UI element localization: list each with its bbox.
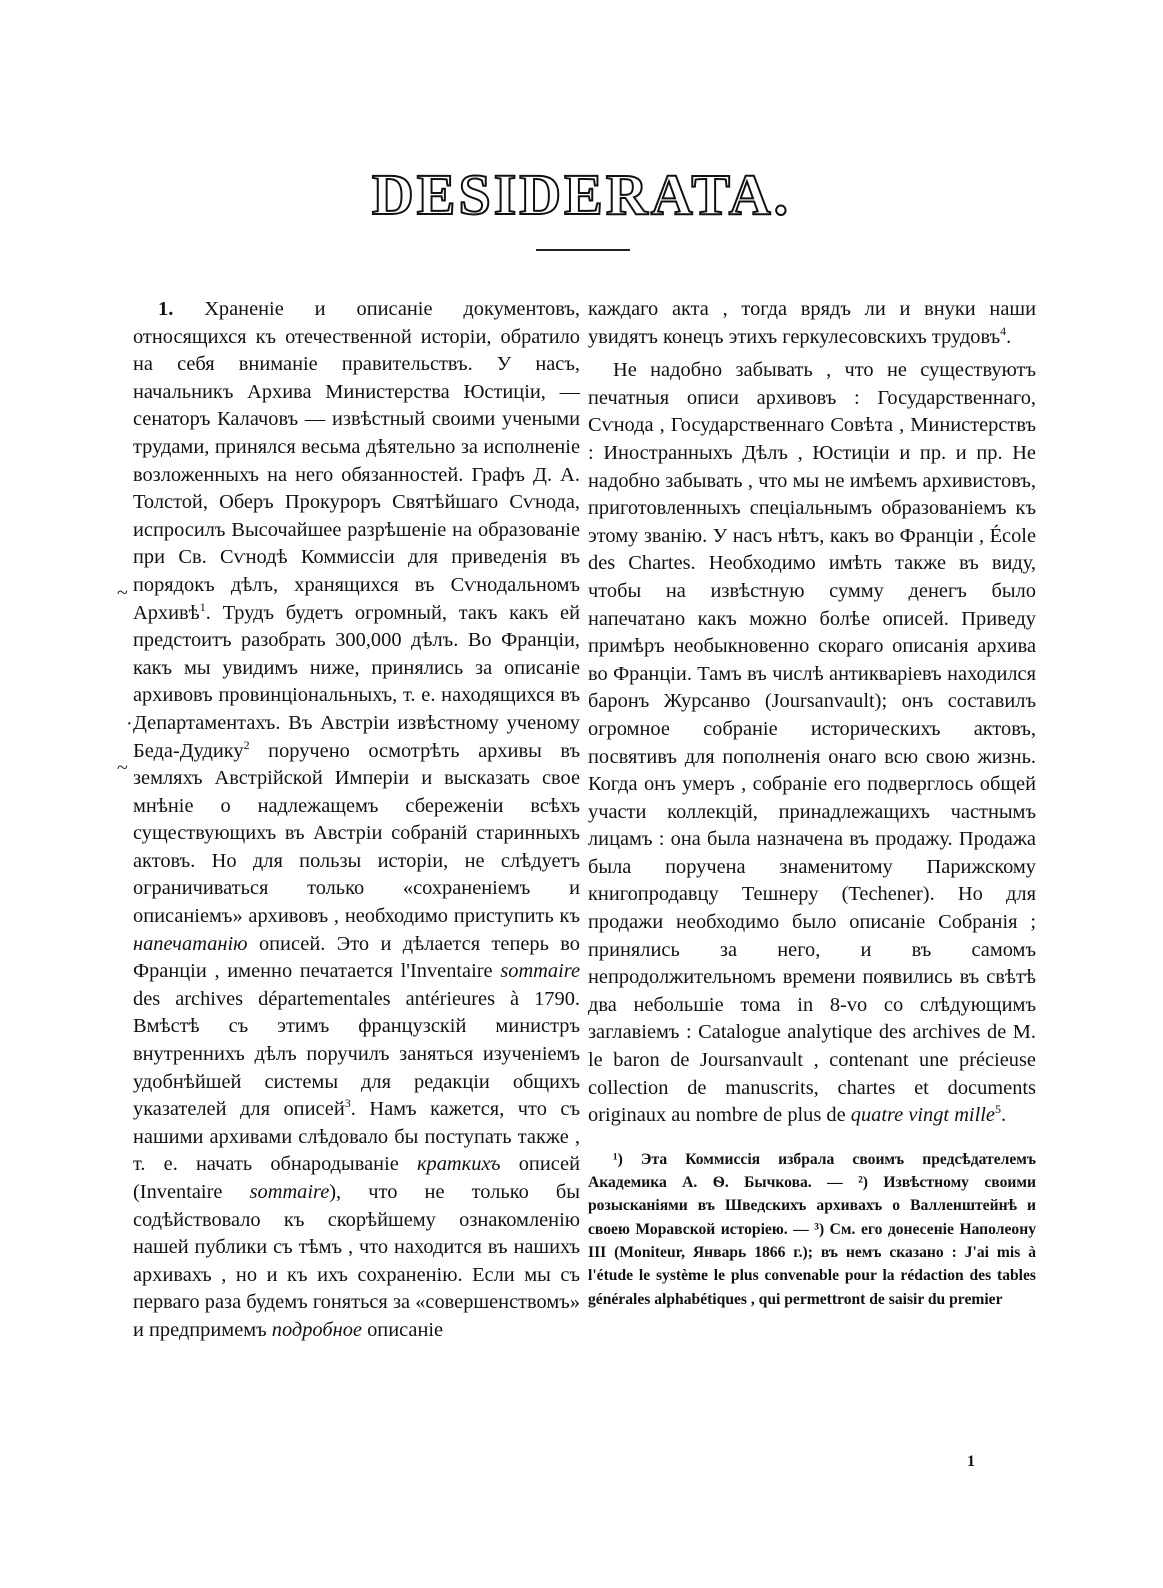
emphasis: sommaire xyxy=(249,1181,330,1203)
emphasis: quatre vingt mille xyxy=(850,1104,995,1127)
text-run: описей. Это и дѣлается теперь во Франціи , именно печатается l'Inventaire xyxy=(133,932,580,983)
text-run: Не надобно забывать , что не существуютъ печатныя описи архивовъ : Государственнаго, Сѵнода , Государственнаго Совѣта , Министерствъ : Иностранныхъ Дѣлъ , Юстиціи и пр. и пр. Не надобно забывать , что мы не имѣемъ архивистовъ, приготовленныхъ спеціальнымъ образованіемъ къ этому званію. У насъ нѣтъ, какъ во Франціи , École des Chartes. Необходимо имѣть также въ виду, чтобы на извѣстную сумму денегъ было напечатано какъ можно болѣе описей. Приведу примѣръ необыкновенно скораго описанія архива во Франціи. Тамъ въ числѣ антикваріевъ находился баронъ Журсанво (Joursanvault); онъ составилъ огромное собраніе историческихъ актовъ, посвятивъ для пополненія онаго всю свою жизнь. Когда онъ умеръ , собраніе его подверглось общей участи коллекцій, принадлежащихъ частнымъ лицамъ : она была назначена въ продажу. Продажа была поручена знаменитому Парижскому книгопродавцу Тешнеру (Techener). Но для продажи необходимо было описаніе Собранія ; принялись за него, и въ самомъ непродолжительномъ времени появились въ свѣтѣ два небольшіе тома in 8-vo со слѣдующимъ заглавіемъ : Catalogue analytique des archives de M. le baron de Joursanvault , contenant une précieuse collection de manuscrits, chartes et documents originaux au nombre de plus de xyxy=(588,359,1036,1127)
margin-mark: ~ xyxy=(117,757,128,779)
paragraph-2 xyxy=(588,357,1036,1130)
text-run: описаніе xyxy=(361,1318,444,1341)
text-run: . Намъ кажется, что съ нашими архивами слѣдовало бы поступать также , т. е. начать обнародываніе xyxy=(133,1098,580,1176)
footnote-ref: 4 xyxy=(1000,323,1007,338)
footnote-ref: 3 xyxy=(344,1096,351,1111)
text-run: каждаго акта , тогда врядъ ли и внуки наши увидятъ конецъ этихъ геркулесовскихъ трудовъ xyxy=(588,298,1036,348)
footnote-ref: 1 xyxy=(199,599,206,614)
paragraph-1-continued xyxy=(588,296,1036,351)
page-number: 1 xyxy=(967,1453,975,1470)
emphasis: подробное xyxy=(271,1318,362,1341)
text-run: . Трудъ будетъ огромный, такъ какъ ей предстоитъ разобрать 300,000 дѣлъ. Во Франціи, какъ мы увидимъ ниже, принялись за описаніе архивовъ провинціональныхъ, т. е. находящихся въ Департаментахъ. Въ Австріи извѣстному ученому Беда-Дудику xyxy=(133,601,580,762)
text-run: ), что не только бы содѣйствовало къ скорѣйшему ознакомленію нашей публики съ тѣмъ , что находится въ нашихъ архивахъ , но и къ ихъ сохраненію. Если мы съ перваго раза будемъ гоняться за «совершенствомъ» и предпримемъ xyxy=(133,1181,580,1341)
paragraph-1 xyxy=(133,296,580,1345)
text-run: . xyxy=(1006,325,1012,348)
emphasis: краткихъ xyxy=(417,1153,501,1176)
title-divider xyxy=(536,249,630,251)
margin-mark: ~ xyxy=(117,582,128,604)
emphasis: sommaire xyxy=(500,960,580,983)
emphasis: напечатанію xyxy=(133,932,248,955)
text-run: . xyxy=(1000,1104,1007,1127)
footnote-ref: 5 xyxy=(994,1102,1001,1117)
footnote-ref: 2 xyxy=(243,737,250,752)
footnotes: ¹) Эта Коммиссія избрала своимъ предсѣдателемъ Академика А. Ѳ. Бычкова. — ²) Извѣстному своими розысканіями въ Шведскихъ архивахъ о Валленштейнѣ и своею Моравской исторіею. — ³) См. его донесеніе Наполеону III (Moniteur, Январь 1866 г.); въ немъ сказано : J'ai mis à l'étude le système le plus convenable pour la rédaction des tables générales alphabétiques , qui permettront de saisir du premier xyxy=(588,1150,1036,1308)
text-run: Храненіе и описаніе документовъ, относящихся къ отечественной исторіи, обратило на себя вниманіе правительствъ. У насъ, начальникъ Архива Министерства Юстиціи, — сенаторъ Калачовъ — извѣстный своими учеными трудами, принялся весьма дѣятельно за исполненіе возложенныхъ на него обязанностей. Графъ Д. А. Толстой, Оберъ Прокуроръ Святѣйшаго Сѵнода, испросилъ Высочайшее разрѣшеніе на образованіе при Св. Сѵнодѣ Коммиссіи для приведенія въ порядокъ дѣлъ, хранящихся въ Сѵнодальномъ Архивѣ xyxy=(133,298,580,624)
text-run: описей (Inventaire xyxy=(133,1153,580,1203)
text-run: поручено осмотрѣть архивы въ земляхъ Австрійской Имперіи и высказать свое мнѣніе о надлежащемъ сбереженіи всѣхъ существующихъ въ Австріи собраній старинныхъ актовъ. Но для пользы исторіи, не слѣдуетъ ограничиваться только «сохраненіемъ и описаніемъ» архивовъ , необходимо приступить къ xyxy=(133,739,580,928)
text-run: des archives départementales antérieures à 1790. Вмѣстѣ съ этимъ французскій министръ внутреннихъ дѣлъ поручилъ заняться изученіемъ удобнѣйшей системы для редакціи общихъ указателей для описей xyxy=(133,987,580,1121)
page-title: DESIDERATA. xyxy=(371,162,792,227)
margin-mark: · xyxy=(126,713,133,735)
right-column xyxy=(588,296,1036,1326)
paragraph-number: 1. xyxy=(158,298,174,320)
left-column xyxy=(133,296,580,1345)
